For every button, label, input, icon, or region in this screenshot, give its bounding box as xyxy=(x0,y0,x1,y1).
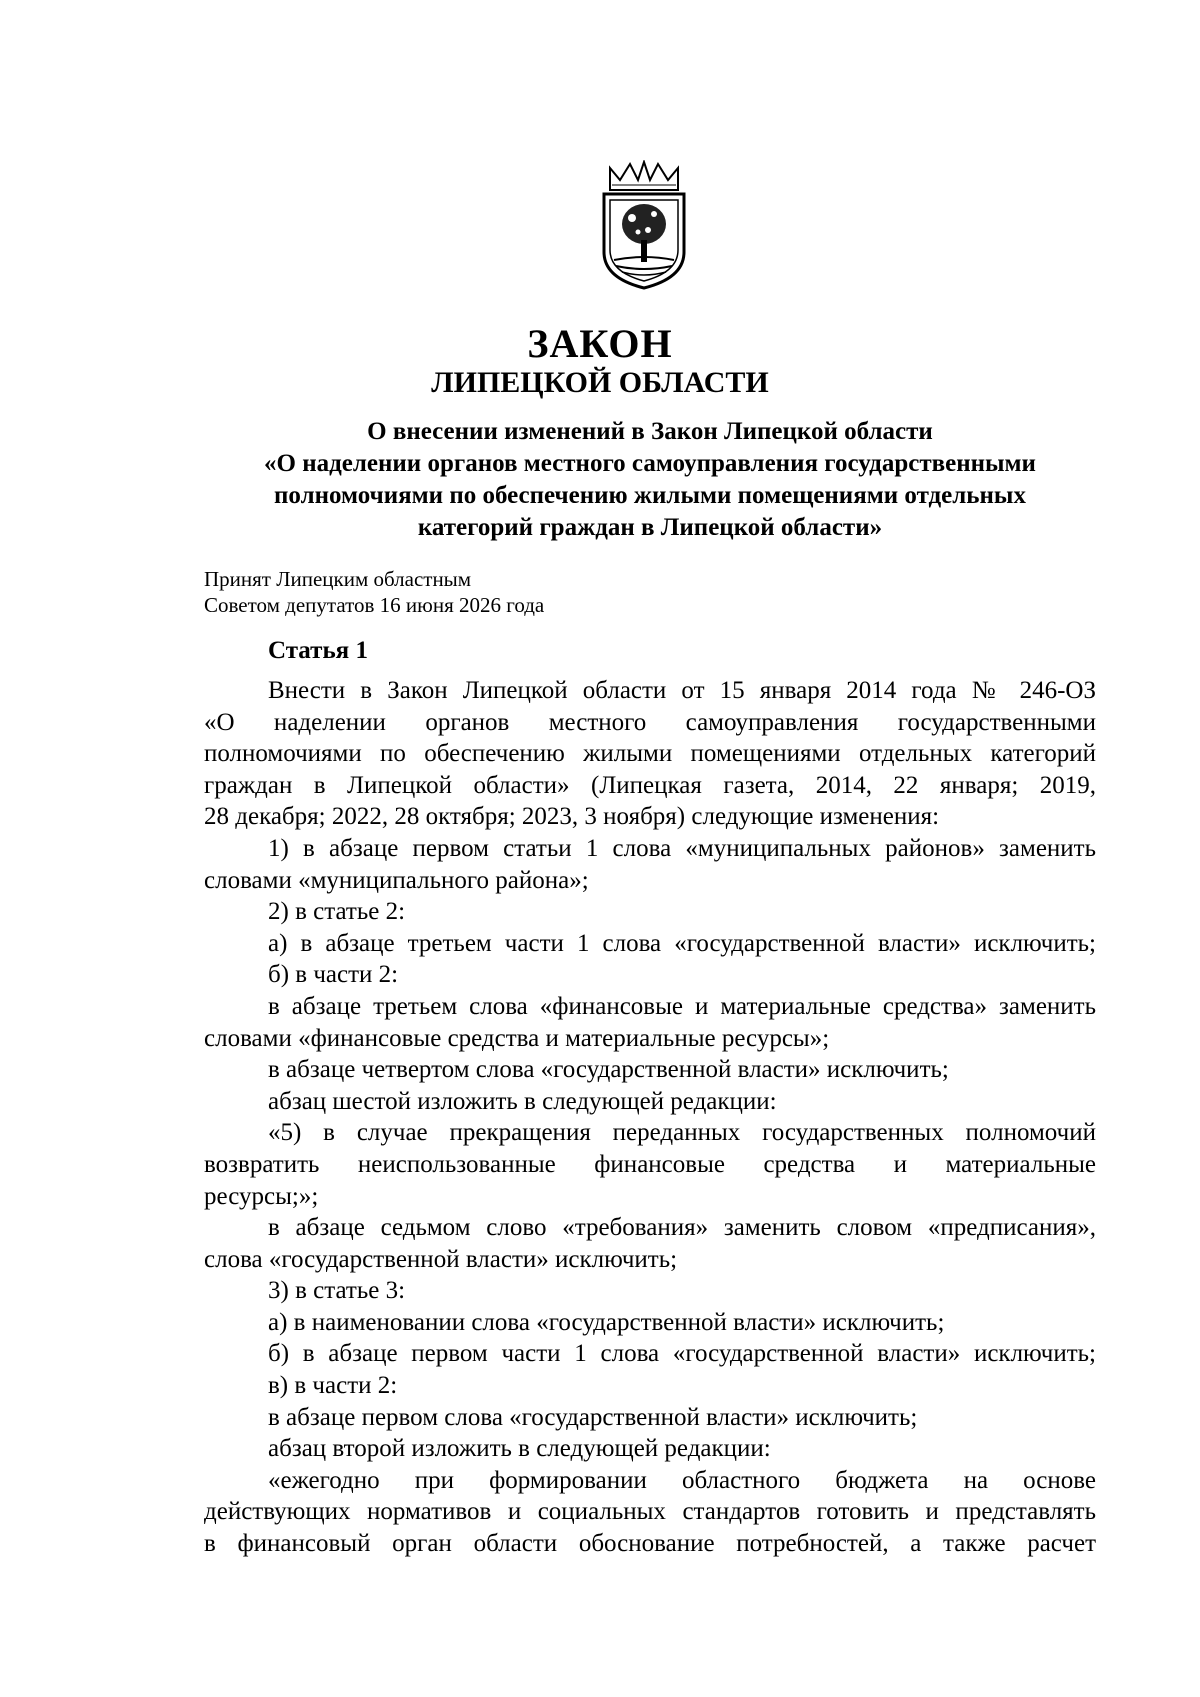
heading-line: О внесении изменений в Закон Липецкой области xyxy=(367,418,933,445)
adoption-line: Принят Липецким областным xyxy=(204,567,472,591)
text-line: граждан в Липецкой области» (Липецкая газета, 2014, 22 января; 2019, xyxy=(204,771,1096,799)
text-line: а) в наименовании слова «государственной власти» исключить; xyxy=(268,1308,945,1336)
document-subtitle: ЛИПЕЦКОЙ ОБЛАСТИ xyxy=(431,366,769,399)
law-heading xyxy=(200,416,1100,544)
text-line: в финансовый орган области обоснование потребностей, а также расчет xyxy=(204,1530,1096,1558)
article-title: Статья 1 xyxy=(268,637,368,664)
text-line: «ежегодно при формировании областного бюджета на основе xyxy=(268,1466,1096,1494)
text-line: действующих нормативов и социальных стандартов готовить и представлять xyxy=(204,1498,1096,1526)
document-title: ЗАКОН xyxy=(527,321,673,366)
text-line: Внести в Закон Липецкой области от 15 января 2014 года № 246-ОЗ xyxy=(268,677,1096,704)
text-line: «5) в случае прекращения переданных государственных полномочий xyxy=(268,1119,1096,1147)
text-line: словами «муниципального района»; xyxy=(204,866,589,894)
text-line: а) в абзаце третьем части 1 слова «государственной власти» исключить; xyxy=(268,929,1096,957)
text-line: в) в части 2: xyxy=(268,1372,398,1400)
text-line: б) в абзаце первом части 1 слова «государственной власти» исключить; xyxy=(268,1340,1096,1368)
article-body xyxy=(204,675,1096,1560)
text-line: 2) в статье 2: xyxy=(268,898,406,926)
coat-of-arms-icon xyxy=(596,160,692,292)
text-line: слова «государственной власти» исключить; xyxy=(204,1245,678,1273)
text-line: 3) в статье 3: xyxy=(268,1277,406,1305)
text-line: возвратить неиспользованные финансовые средства и материальные xyxy=(204,1150,1096,1178)
adoption-line: Советом депутатов 16 июня 2026 года xyxy=(204,593,545,617)
text-line: полномочиями по обеспечению жилыми помещениями отдельных категорий xyxy=(204,740,1096,768)
heading-line: «О наделении органов местного самоуправления государственными xyxy=(264,450,1036,477)
text-line: «О наделении органов местного самоуправления государственными xyxy=(204,708,1096,736)
heading-line: категорий граждан в Липецкой области» xyxy=(417,514,883,541)
text-line: абзац шестой изложить в следующей редакции: xyxy=(268,1087,777,1115)
text-line: 1) в абзаце первом статьи 1 слова «муниципальных районов» заменить xyxy=(268,834,1096,862)
text-line: словами «финансовые средства и материальные ресурсы»; xyxy=(204,1024,830,1052)
heading-line: полномочиями по обеспечению жилыми помещениями отдельных xyxy=(274,482,1026,509)
text-line: в абзаце третьем слова «финансовые и материальные средства» заменить xyxy=(268,992,1096,1020)
text-line: б) в части 2: xyxy=(268,961,399,989)
text-line: в абзаце первом слова «государственной власти» исключить; xyxy=(268,1403,918,1431)
adoption-note xyxy=(204,566,544,618)
text-line: абзац второй изложить в следующей редакции: xyxy=(268,1435,771,1463)
text-line: в абзаце четвертом слова «государственной власти» исключить; xyxy=(268,1056,949,1084)
text-line: ресурсы;»; xyxy=(204,1182,319,1210)
text-line: в абзаце седьмом слово «требования» заменить словом «предписания», xyxy=(268,1214,1096,1242)
text-line: 28 декабря; 2022, 28 октября; 2023, 3 ноября) следующие изменения: xyxy=(204,803,940,831)
